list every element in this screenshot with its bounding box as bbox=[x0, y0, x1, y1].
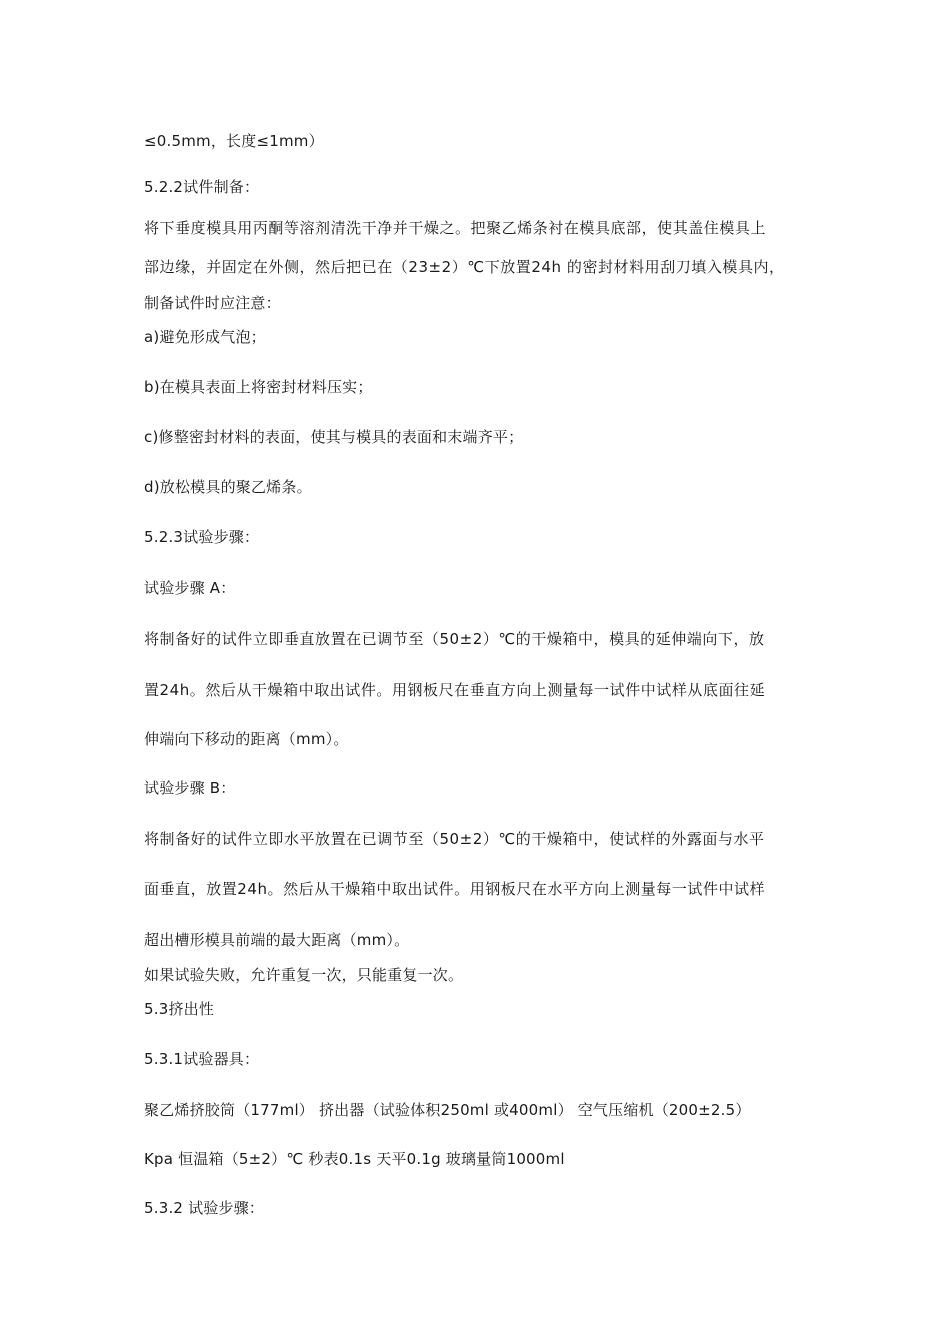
text-line-22: 聚乙烯挤胶筒（177ml） 挤出器（试验体积250ml 或400ml） 空气压缩机（200±2.5） bbox=[144, 1101, 751, 1119]
subheading-step-b: 试验步骤 B： bbox=[144, 779, 236, 797]
section-heading-5-2-3: 5.2.3试验步骤： bbox=[144, 528, 260, 546]
text-line-18: 超出槽形模具前端的最大距离（mm）。 bbox=[144, 931, 410, 949]
text-line-19: 如果试验失败，允许重复一次，只能重复一次。 bbox=[144, 966, 464, 984]
text-line-16: 将制备好的试件立即水平放置在已调节至（50±2）℃的干燥箱中，使试样的外露面与水平 bbox=[144, 830, 765, 848]
list-item-a: a)避免形成气泡； bbox=[144, 328, 266, 346]
list-item-c: c)修整密封材料的表面，使其与模具的表面和末端齐平； bbox=[144, 428, 524, 446]
section-heading-5-3-2: 5.3.2 试验步骤： bbox=[144, 1199, 265, 1217]
list-item-b: b)在模具表面上将密封材料压实； bbox=[144, 378, 373, 396]
text-line-5: 制备试件时应注意： bbox=[144, 294, 281, 312]
section-heading-5-3-1: 5.3.1试验器具： bbox=[144, 1050, 260, 1068]
text-line-3: 将下垂度模具用丙酮等溶剂清洗干净并干燥之。把聚乙烯条衬在模具底部，使其盖住模具上 bbox=[144, 219, 767, 237]
section-heading-5-2-2: 5.2.2试件制备： bbox=[144, 178, 260, 196]
subheading-step-a: 试验步骤 A： bbox=[144, 579, 236, 597]
text-line-4: 部边缘，并固定在外侧，然后把已在（23±2）℃下放置24h 的密封材料用刮刀填入模具内， bbox=[144, 258, 785, 276]
text-line-23: Kpa 恒温箱（5±2）℃ 秒表0.1s 天平0.1g 玻璃量筒1000ml bbox=[144, 1150, 565, 1168]
text-line-14: 伸端向下移动的距离（mm）。 bbox=[144, 730, 349, 748]
text-line-1: ≤0.5mm，长度≤1mm） bbox=[144, 132, 324, 150]
list-item-d: d)放松模具的聚乙烯条。 bbox=[144, 478, 312, 496]
section-heading-5-3: 5.3挤出性 bbox=[144, 1000, 215, 1018]
text-line-12: 将制备好的试件立即垂直放置在已调节至（50±2）℃的干燥箱中，模具的延伸端向下，放 bbox=[144, 630, 765, 648]
text-line-17: 面垂直，放置24h。然后从干燥箱中取出试件。用钢板尺在水平方向上测量每一试件中试样 bbox=[144, 880, 766, 898]
text-line-13: 置24h。然后从干燥箱中取出试件。用钢板尺在垂直方向上测量每一试件中试样从底面往延 bbox=[144, 681, 766, 699]
